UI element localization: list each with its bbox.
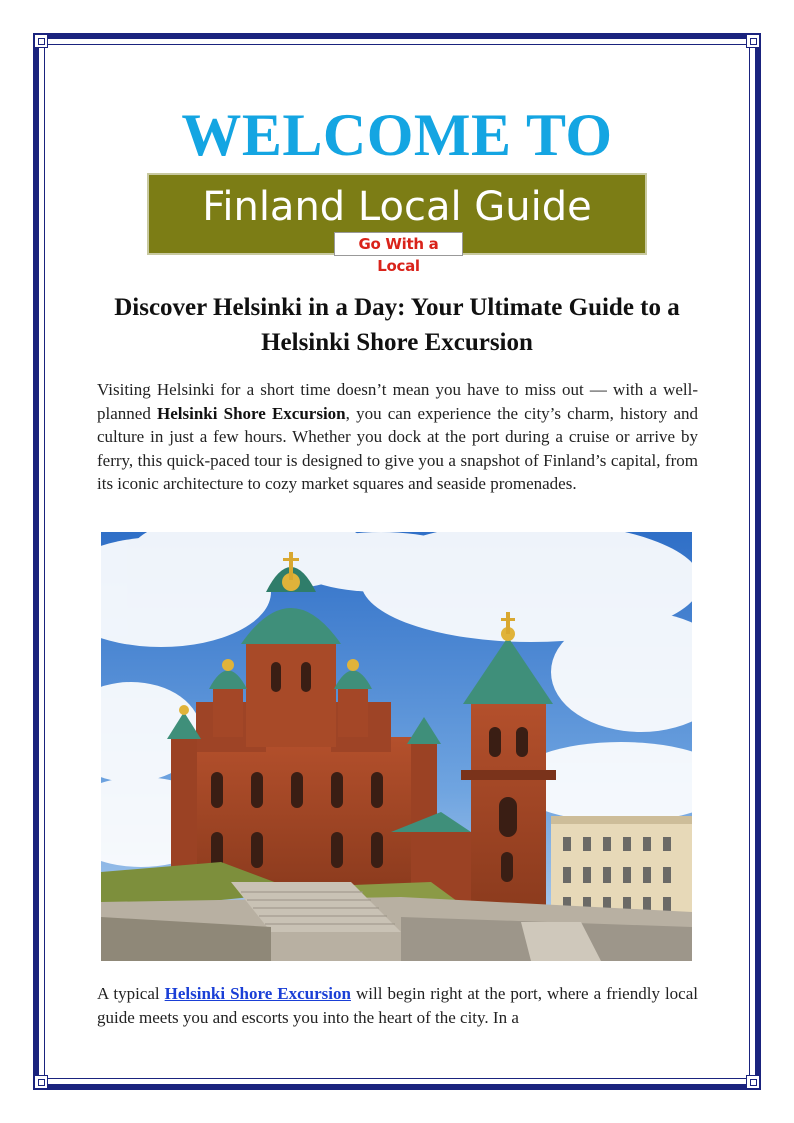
- intro-bold-keyword: Helsinki Shore Excursion: [156, 403, 346, 423]
- welcome-heading: WELCOME TO: [181, 102, 613, 168]
- border-corner-ornament: [34, 34, 48, 48]
- brand-logo-banner: [147, 173, 647, 275]
- shore-excursion-link[interactable]: Helsinki Shore Excursion: [164, 984, 351, 1003]
- brand-tagline: Go With a Local: [334, 232, 463, 256]
- brand-title: Finland Local Guide: [202, 184, 592, 230]
- second-text-start: A typical: [97, 984, 165, 1003]
- intro-paragraph: [97, 378, 698, 496]
- border-corner-ornament: [746, 1075, 760, 1089]
- article-title: Discover Helsinki in a Day: Your Ultimate Guide to a Helsinki Shore Excursion: [114, 294, 680, 356]
- uspenski-cathedral-image: [101, 532, 692, 961]
- second-text-end: will begin right at the port, where a friendly local guide meets you and escorts you into the heart of the city. In a: [97, 984, 698, 1027]
- cathedral-photo: [101, 532, 692, 961]
- border-corner-ornament: [34, 1075, 48, 1089]
- border-corner-ornament: [746, 34, 760, 48]
- intro-text-end: , you can experience the city’s charm, history and culture in just a few hours. Whether you dock at the port during a cruise or arrive by ferry, this quick-paced tour is designed to give you a snapshot of Finland’s capital, from its iconic architecture to cozy market squares and seaside promenades.: [97, 403, 698, 493]
- intro-text-start: Visiting Helsinki for a short time doesn’t mean you have to miss out — with a well-planned: [97, 380, 698, 423]
- second-paragraph: [97, 982, 698, 1029]
